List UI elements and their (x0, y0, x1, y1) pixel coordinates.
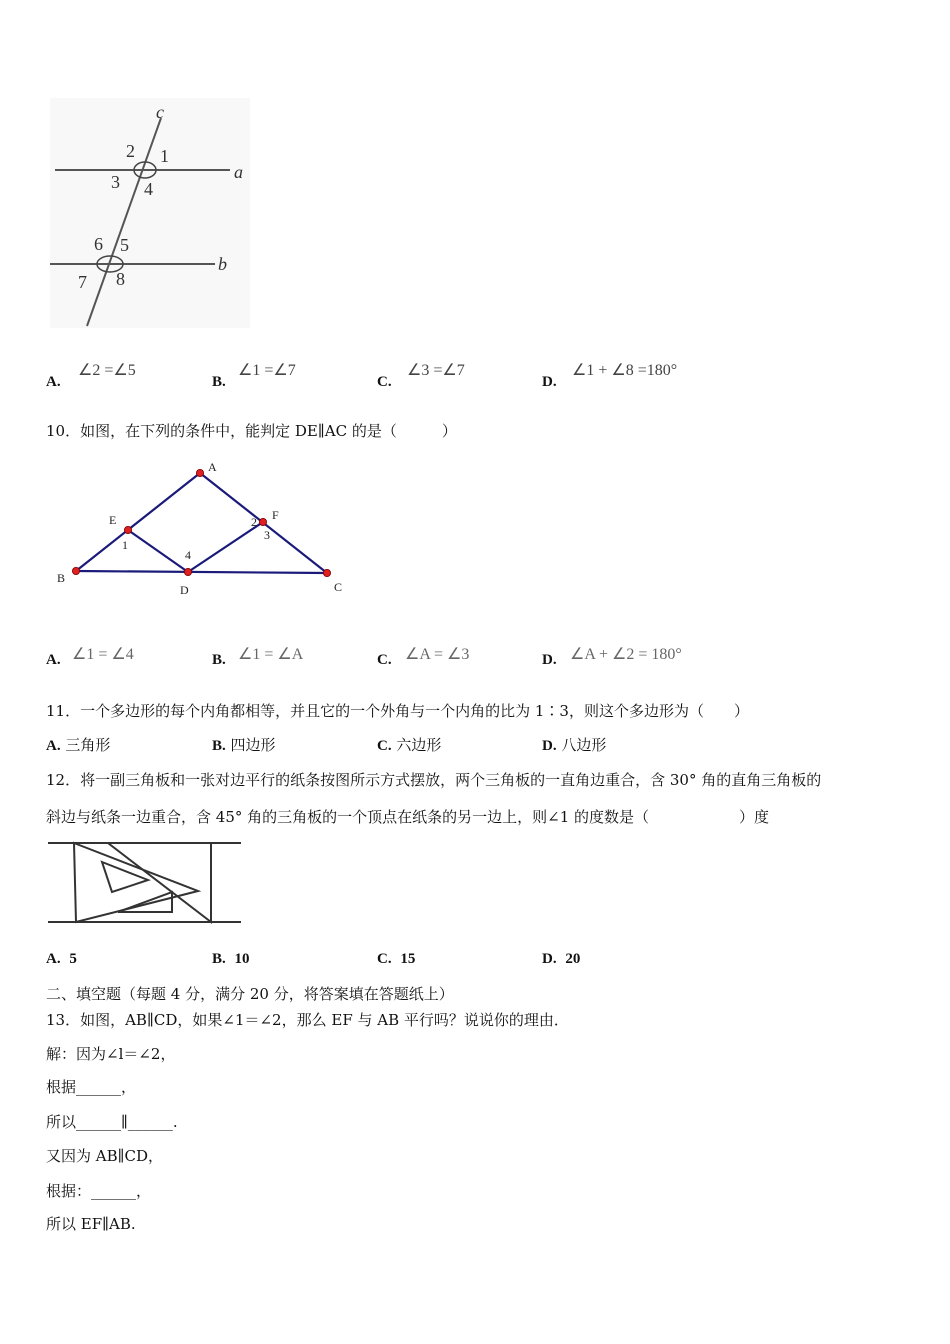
q12-option-a[interactable] (46, 949, 77, 968)
q10-point-f (259, 518, 266, 525)
q10-angle-4: 4 (185, 548, 191, 562)
q13-line-2[interactable]: 根据______， (46, 1078, 137, 1096)
q12-option-a-label: A. (46, 951, 61, 967)
q12-option-a-text: 5 (69, 951, 77, 967)
q12-option-b-text: 10 (234, 951, 250, 967)
q9-option-c[interactable] (377, 360, 527, 390)
q12-option-b-label: B. (212, 951, 226, 967)
q11-option-d[interactable] (542, 734, 606, 755)
section2-heading: 二、填空题（每题 4 分，满分 20 分，将答案填在答题纸上） (46, 985, 454, 1003)
q10-point-b (72, 567, 79, 574)
q10-figure (50, 455, 360, 605)
q10-option-c-label: C. (377, 652, 392, 668)
q13-line-4: 又因为 AB∥CD， (46, 1147, 164, 1165)
q10-option-a[interactable] (46, 642, 196, 672)
q12-option-c-label: C. (377, 951, 392, 967)
q10-segment-df (188, 522, 263, 572)
q11-option-a-label: A. (46, 738, 61, 754)
q11-option-c-text: 六边形 (396, 736, 442, 754)
q10-angle-2: 2 (251, 515, 257, 529)
q9-angle-6: 6 (94, 234, 103, 254)
q10-label-a: A (208, 460, 217, 474)
q10-option-d-label: D. (542, 652, 557, 668)
q10-angle-1: 1 (122, 538, 128, 552)
q10-option-a-label: A. (46, 652, 61, 668)
q9-option-b-label: B. (212, 374, 226, 390)
q10-segment-bc (76, 571, 327, 573)
q10-point-a (196, 469, 203, 476)
q12-triangle-30-inner (102, 862, 148, 892)
q10-option-d[interactable] (542, 642, 742, 672)
q10-label-e: E (109, 513, 117, 527)
q11-option-b-text: 四边形 (230, 736, 276, 754)
q10-label-f: F (272, 508, 279, 522)
q13-line-5[interactable]: 根据：______， (46, 1182, 152, 1200)
q13-line-6: 所以 EF∥AB. (46, 1215, 136, 1233)
q10-option-a-text: ∠1 = ∠4 (72, 646, 134, 663)
q9-option-a[interactable] (46, 360, 196, 390)
q9-angle-1: 1 (160, 146, 169, 166)
q10-label-b: B (57, 571, 66, 585)
q9-figure (40, 98, 260, 338)
q9-label-a: a (234, 162, 243, 182)
q11-option-b-label: B. (212, 738, 226, 754)
q10-point-d (184, 568, 191, 575)
q10-option-c-text: ∠A = ∠3 (405, 646, 470, 663)
q12-stem-line2: 斜边与纸条一边重合，含 45° 角的三角板的一个顶点在纸条的另一边上，则∠1 的度数是（ ）度 (46, 808, 770, 826)
q9-option-d-label: D. (542, 374, 557, 390)
q12-triangle-45-inner (118, 892, 172, 912)
q9-figure-background (50, 98, 250, 328)
q12-triangle-30-outer (74, 843, 198, 922)
q9-label-c: c (156, 102, 164, 122)
q11-option-a-text: 三角形 (65, 736, 111, 754)
q13-stem: 13．如图，AB∥CD，如果∠1＝∠2，那么 EF 与 AB 平行吗？说说你的理由． (46, 1011, 569, 1029)
q9-angle-2: 2 (126, 141, 135, 161)
q9-angle-7: 7 (78, 272, 87, 292)
q9-option-c-text: ∠3 =∠7 (407, 362, 465, 379)
q11-option-d-text: 八边形 (561, 736, 607, 754)
q10-segment-ba (76, 473, 200, 571)
q9-option-b[interactable] (212, 360, 362, 390)
q13-line-1: 解：因为∠l＝∠2， (46, 1045, 176, 1063)
q12-option-c-text: 15 (400, 951, 416, 967)
q10-option-b[interactable] (212, 642, 362, 672)
q10-segment-ed (128, 530, 188, 572)
q9-option-b-text: ∠1 =∠7 (238, 362, 296, 379)
q10-stem: 10．如图，在下列的条件中，能判定 DE∥AC 的是（ ） (46, 422, 457, 440)
q9-angle-5: 5 (120, 235, 129, 255)
q10-point-c (323, 569, 330, 576)
q12-option-c[interactable] (377, 949, 415, 968)
q10-angle-3: 3 (264, 528, 270, 542)
q12-option-d-label: D. (542, 951, 557, 967)
q9-angle-3: 3 (111, 172, 120, 192)
q9-angle-8: 8 (116, 269, 125, 289)
q9-label-b: b (218, 254, 227, 274)
q10-option-d-text: ∠A + ∠2 = 180° (570, 646, 682, 663)
q9-option-c-label: C. (377, 374, 392, 390)
q10-label-d: D (180, 583, 189, 597)
q9-option-d[interactable] (542, 360, 742, 390)
q10-option-b-text: ∠1 = ∠A (238, 646, 304, 663)
q10-option-c[interactable] (377, 642, 527, 672)
q10-label-c: C (334, 580, 343, 594)
q12-option-d-text: 20 (565, 951, 581, 967)
q11-option-a[interactable] (46, 734, 110, 755)
q9-option-a-label: A. (46, 374, 61, 390)
q12-stem-line1: 12．将一副三角板和一张对边平行的纸条按图所示方式摆放，两个三角板的一直角边重合，含 30° 角的直角三角板的 (46, 771, 822, 789)
q12-option-d[interactable] (542, 949, 580, 968)
q11-option-d-label: D. (542, 738, 557, 754)
q11-option-c-label: C. (377, 738, 392, 754)
q9-option-a-text: ∠2 =∠5 (78, 362, 136, 379)
q9-option-d-text: ∠1 + ∠8 =180° (572, 362, 678, 379)
q11-stem: 11．一个多边形的每个内角都相等，并且它的一个外角与一个内角的比为 1∶3，则这个多边形为（ ） (46, 702, 749, 720)
q12-option-b[interactable] (212, 949, 250, 968)
q10-option-b-label: B. (212, 652, 226, 668)
q12-figure (46, 836, 246, 931)
q10-point-e (124, 526, 131, 533)
q9-angle-4: 4 (144, 179, 153, 199)
q11-option-b[interactable] (212, 734, 276, 755)
q11-option-c[interactable] (377, 734, 441, 755)
q13-line-3[interactable]: 所以______∥______. (46, 1113, 178, 1131)
